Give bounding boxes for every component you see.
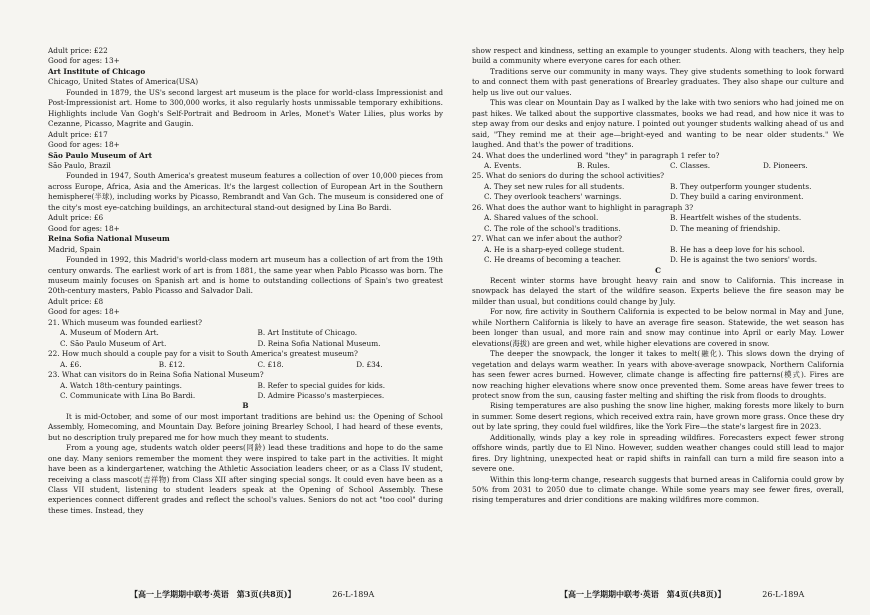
museum-description: Founded in 1879, the US's second largest art museum is the place for world-class Impressionist and Post-Impressionist art. Home to 300,000 works, it also regularly hosts unmissable temporary exhibitions. Highlights include Van Gogh's Self-Portrait and Bedroom in Arles, Monet's Water Lilies, plus works by Cezanne, Picasso, Magrite and Gaugin. <box>48 87 443 129</box>
option-b[interactable]: B. Rules. <box>577 160 610 170</box>
museum-location: São Paulo, Brazil <box>48 160 111 170</box>
option-b[interactable]: B. They outperform younger students. <box>670 181 812 191</box>
left-column <box>48 46 443 516</box>
option-c[interactable]: C. Classes. <box>670 160 711 170</box>
adult-price: Adult price: £8 <box>48 296 104 306</box>
question-26: 26. What does the author want to highlight in paragraph 3? <box>472 202 694 212</box>
museum-location: Chicago, United States of America(USA) <box>48 77 199 87</box>
passage-paragraph: The deeper the snowpack, the longer it takes to melt(融化). This slows down the drying of vegetation and delays warm weather. In years with above-average snowpack, Northern California has seen fewer acres burned. However, climate change is affecting fire patterns(模式). Fires are now reaching higher elevations where snow once prevented them. Some areas have fewer trees to protect snow from the sun, causing faster melting and shifting the risk from floods to droughts. <box>472 349 844 400</box>
passage-paragraph: Recent winter storms have brought heavy rain and snow to California. This increase in snowpack has delayed the start of the wildfire season. Experts believe the fire season may be milder than usual, but conditions could change by July. <box>472 275 844 306</box>
good-for-ages: Good for ages: 18+ <box>48 140 120 150</box>
question-23: 23. What can visitors do in Reina Sofia National Museum? <box>48 370 264 380</box>
option-b[interactable]: B. Refer to special guides for kids. <box>257 380 386 390</box>
section-heading-c: C <box>655 265 661 275</box>
passage-paragraph: Additionally, winds play a key role in spreading wildfires. Forecasters expect fewer strong offshore winds, partly due to El Nino. However, sudden weather changes could still lead to major fires. Dry lightning, unexpected heat or rapid shifts in rainfall can turn a mild fire season into a severe one. <box>472 432 844 474</box>
museum-name: São Paulo Museum of Art <box>48 150 153 160</box>
footer-title: 【高一上学期期中联考·英语 第4页(共8页)】 <box>560 589 726 599</box>
options-row <box>472 182 844 192</box>
options-row <box>472 192 844 202</box>
option-c[interactable]: C. São Paulo Museum of Art. <box>60 338 167 348</box>
options-row <box>472 224 844 234</box>
footer-code: 26-L-189A <box>332 590 375 599</box>
good-for-ages: Good for ages: 13+ <box>48 56 120 66</box>
option-a[interactable]: A. Museum of Modern Art. <box>60 328 159 338</box>
passage-paragraph: show respect and kindness, setting an example to younger students. Along with teachers, they help build a community where everyone cares for each other. <box>472 46 844 66</box>
good-for-ages: Good for ages: 18+ <box>48 223 120 233</box>
option-c[interactable]: C. The role of the school's traditions. <box>484 223 621 233</box>
passage-paragraph: For now, fire activity in Southern California is expected to be below normal in May and June, while Northern California is likely to have an average fire season. Statewide, the wet season has been longer than usual, and more rain and snow may continue into April or early May. Lower elevations(海拔) are green and wet, while higher elevations are covered in snow. <box>472 307 844 348</box>
question-21: 21. Which museum was founded earliest? <box>48 317 203 327</box>
question-25: 25. What do seniors do during the school activities? <box>472 171 665 181</box>
museum-name: Reina Sofia National Museum <box>48 234 170 244</box>
passage-paragraph: Rising temperatures are also pushing the snow line higher, making forests more likely to burn in summer. Some desert regions, which received extra rain, have grown more grass. Once these dry out by late spring, they could fuel wildfires, like the York Fire—the state's largest fire in 2023. <box>472 401 844 432</box>
option-d[interactable]: D. Reina Sofia National Museum. <box>257 338 381 348</box>
option-d[interactable]: D. The meaning of friendship. <box>670 223 781 233</box>
options-row <box>472 255 844 265</box>
option-c[interactable]: C. They overlook teachers' warnings. <box>484 192 622 202</box>
options-row <box>472 161 844 171</box>
question-22: 22. How much should a couple pay for a visit to South America's greatest museum? <box>48 349 358 359</box>
option-d[interactable]: D. He is against the two seniors' words. <box>670 255 818 265</box>
museum-description: Founded in 1947, South America's greatest museum features a collection of over 10,000 pieces from across Europe, Africa, Asia and the Americas. It's the largest collection of European Art in the Southern hemisphere(半球), including works by Picasso, Rembrandt and Van Gch. The museum is considered one of the city's most eye-catching buildings, an architectural stand-out designed by Lina Bo Bardi. <box>48 171 443 212</box>
option-c[interactable]: C. He dreams of becoming a teacher. <box>484 255 621 265</box>
option-b[interactable]: B. He has a deep love for his school. <box>670 244 805 254</box>
adult-price: Adult price: £22 <box>48 46 108 55</box>
options-row <box>48 360 443 370</box>
option-c[interactable]: C. Communicate with Lina Bo Bardi. <box>60 390 196 400</box>
footer-title: 【高一上学期期中联考·英语 第3页(共8页)】 <box>130 589 296 599</box>
options-row <box>48 381 443 391</box>
option-d[interactable]: D. £34. <box>356 359 383 369</box>
option-b[interactable]: B. Art Institute of Chicago. <box>257 328 358 338</box>
passage-paragraph: Traditions serve our community in many ways. They give students something to look forward to and connect them with past generations of Brearley graduates. They also shape our culture and help us live out our values. <box>472 66 844 97</box>
option-c[interactable]: C. £18. <box>257 359 284 369</box>
museum-description: Founded in 1992, this Madrid's world-class modern art museum has a collection of art from the 19th century onwards. The earliest work of art is from 1881, the same year when Pablo Picasso was born. The museum mainly focuses on Spanish art and is home to outstanding collections of Spain's two greatest 20th-century masters, Pablo Picasso and Salvador Dali. <box>48 255 443 296</box>
option-a[interactable]: A. Events. <box>484 160 522 170</box>
page-footer-right <box>560 589 804 600</box>
option-a[interactable]: A. £6. <box>60 359 82 369</box>
good-for-ages: Good for ages: 18+ <box>48 307 120 317</box>
passage-paragraph: This was clear on Mountain Day as I walked by the lake with two seniors who had joined me on past hikes. We talked about the supportive classmates, books we had read, and how nice it was to step away from our desks and enjoy nature. I pointed out younger students walking ahead of us and said, "They remind me at their age—bright-eyed and wanting to be near older students." We laughed. And that's the power of traditions. <box>472 98 844 150</box>
museum-name: Art Institute of Chicago <box>48 66 146 76</box>
question-27: 27. What can we infer about the author? <box>472 234 623 244</box>
option-a[interactable]: A. Shared values of the school. <box>484 213 599 223</box>
museum-location: Madrid, Spain <box>48 244 101 254</box>
options-row <box>48 339 443 349</box>
option-b[interactable]: B. Heartfelt wishes of the students. <box>670 213 802 223</box>
options-row <box>48 328 443 338</box>
option-d[interactable]: D. Pioneers. <box>763 160 808 170</box>
option-a[interactable]: A. They set new rules for all students. <box>484 181 625 191</box>
adult-price: Adult price: £17 <box>48 129 108 139</box>
adult-price: Adult price: £6 <box>48 213 104 223</box>
option-d[interactable]: D. Admire Picasso's masterpieces. <box>257 390 385 400</box>
page-footer-left <box>130 589 374 600</box>
option-a[interactable]: A. Watch 18th-century paintings. <box>60 380 182 390</box>
option-a[interactable]: A. He is a sharp-eyed college student. <box>484 244 625 254</box>
options-row <box>472 213 844 223</box>
passage-paragraph: Within this long-term change, research suggests that burned areas in California could grow by 50% from 2031 to 2050 due to climate change. While some years may see fewer fires, overall, rising temperatures and drier conditions are making wildfires more common. <box>472 474 844 505</box>
options-row <box>472 245 844 255</box>
passage-paragraph: From a young age, students watch older peers(同龄) lead these traditions and hope to do the same one day. Many seniors remember the moment they were inspired to take part in the activities. It might have been as a kindergartener, watching the Athletic Association leaders cheer, or as a Class IV student, receiving a class mascot(吉祥物) from Class XII after singing special songs. It could even have been as a Class VII student, listening to student leaders speak at the Opening of School Assembly. These experiences connect different grades and reflect the school's values. Seniors do not act "too cool" during these times. Instead, they <box>48 443 443 515</box>
option-b[interactable]: B. £12. <box>158 359 185 369</box>
option-d[interactable]: D. They build a caring environment. <box>670 192 804 202</box>
footer-code: 26-L-189A <box>762 590 805 599</box>
section-heading-b: B <box>242 401 249 411</box>
options-row <box>48 391 443 401</box>
passage-paragraph: It is mid-October, and some of our most important traditions are behind us: the Opening of School Assembly, Homecoming, and Mountain Day. Before joining Brearley School, I had heard of these events, but no description truly prepared me for how much they meant to students. <box>48 411 443 442</box>
right-column <box>472 46 844 506</box>
question-24: 24. What does the underlined word "they" in paragraph 1 refer to? <box>472 150 720 160</box>
